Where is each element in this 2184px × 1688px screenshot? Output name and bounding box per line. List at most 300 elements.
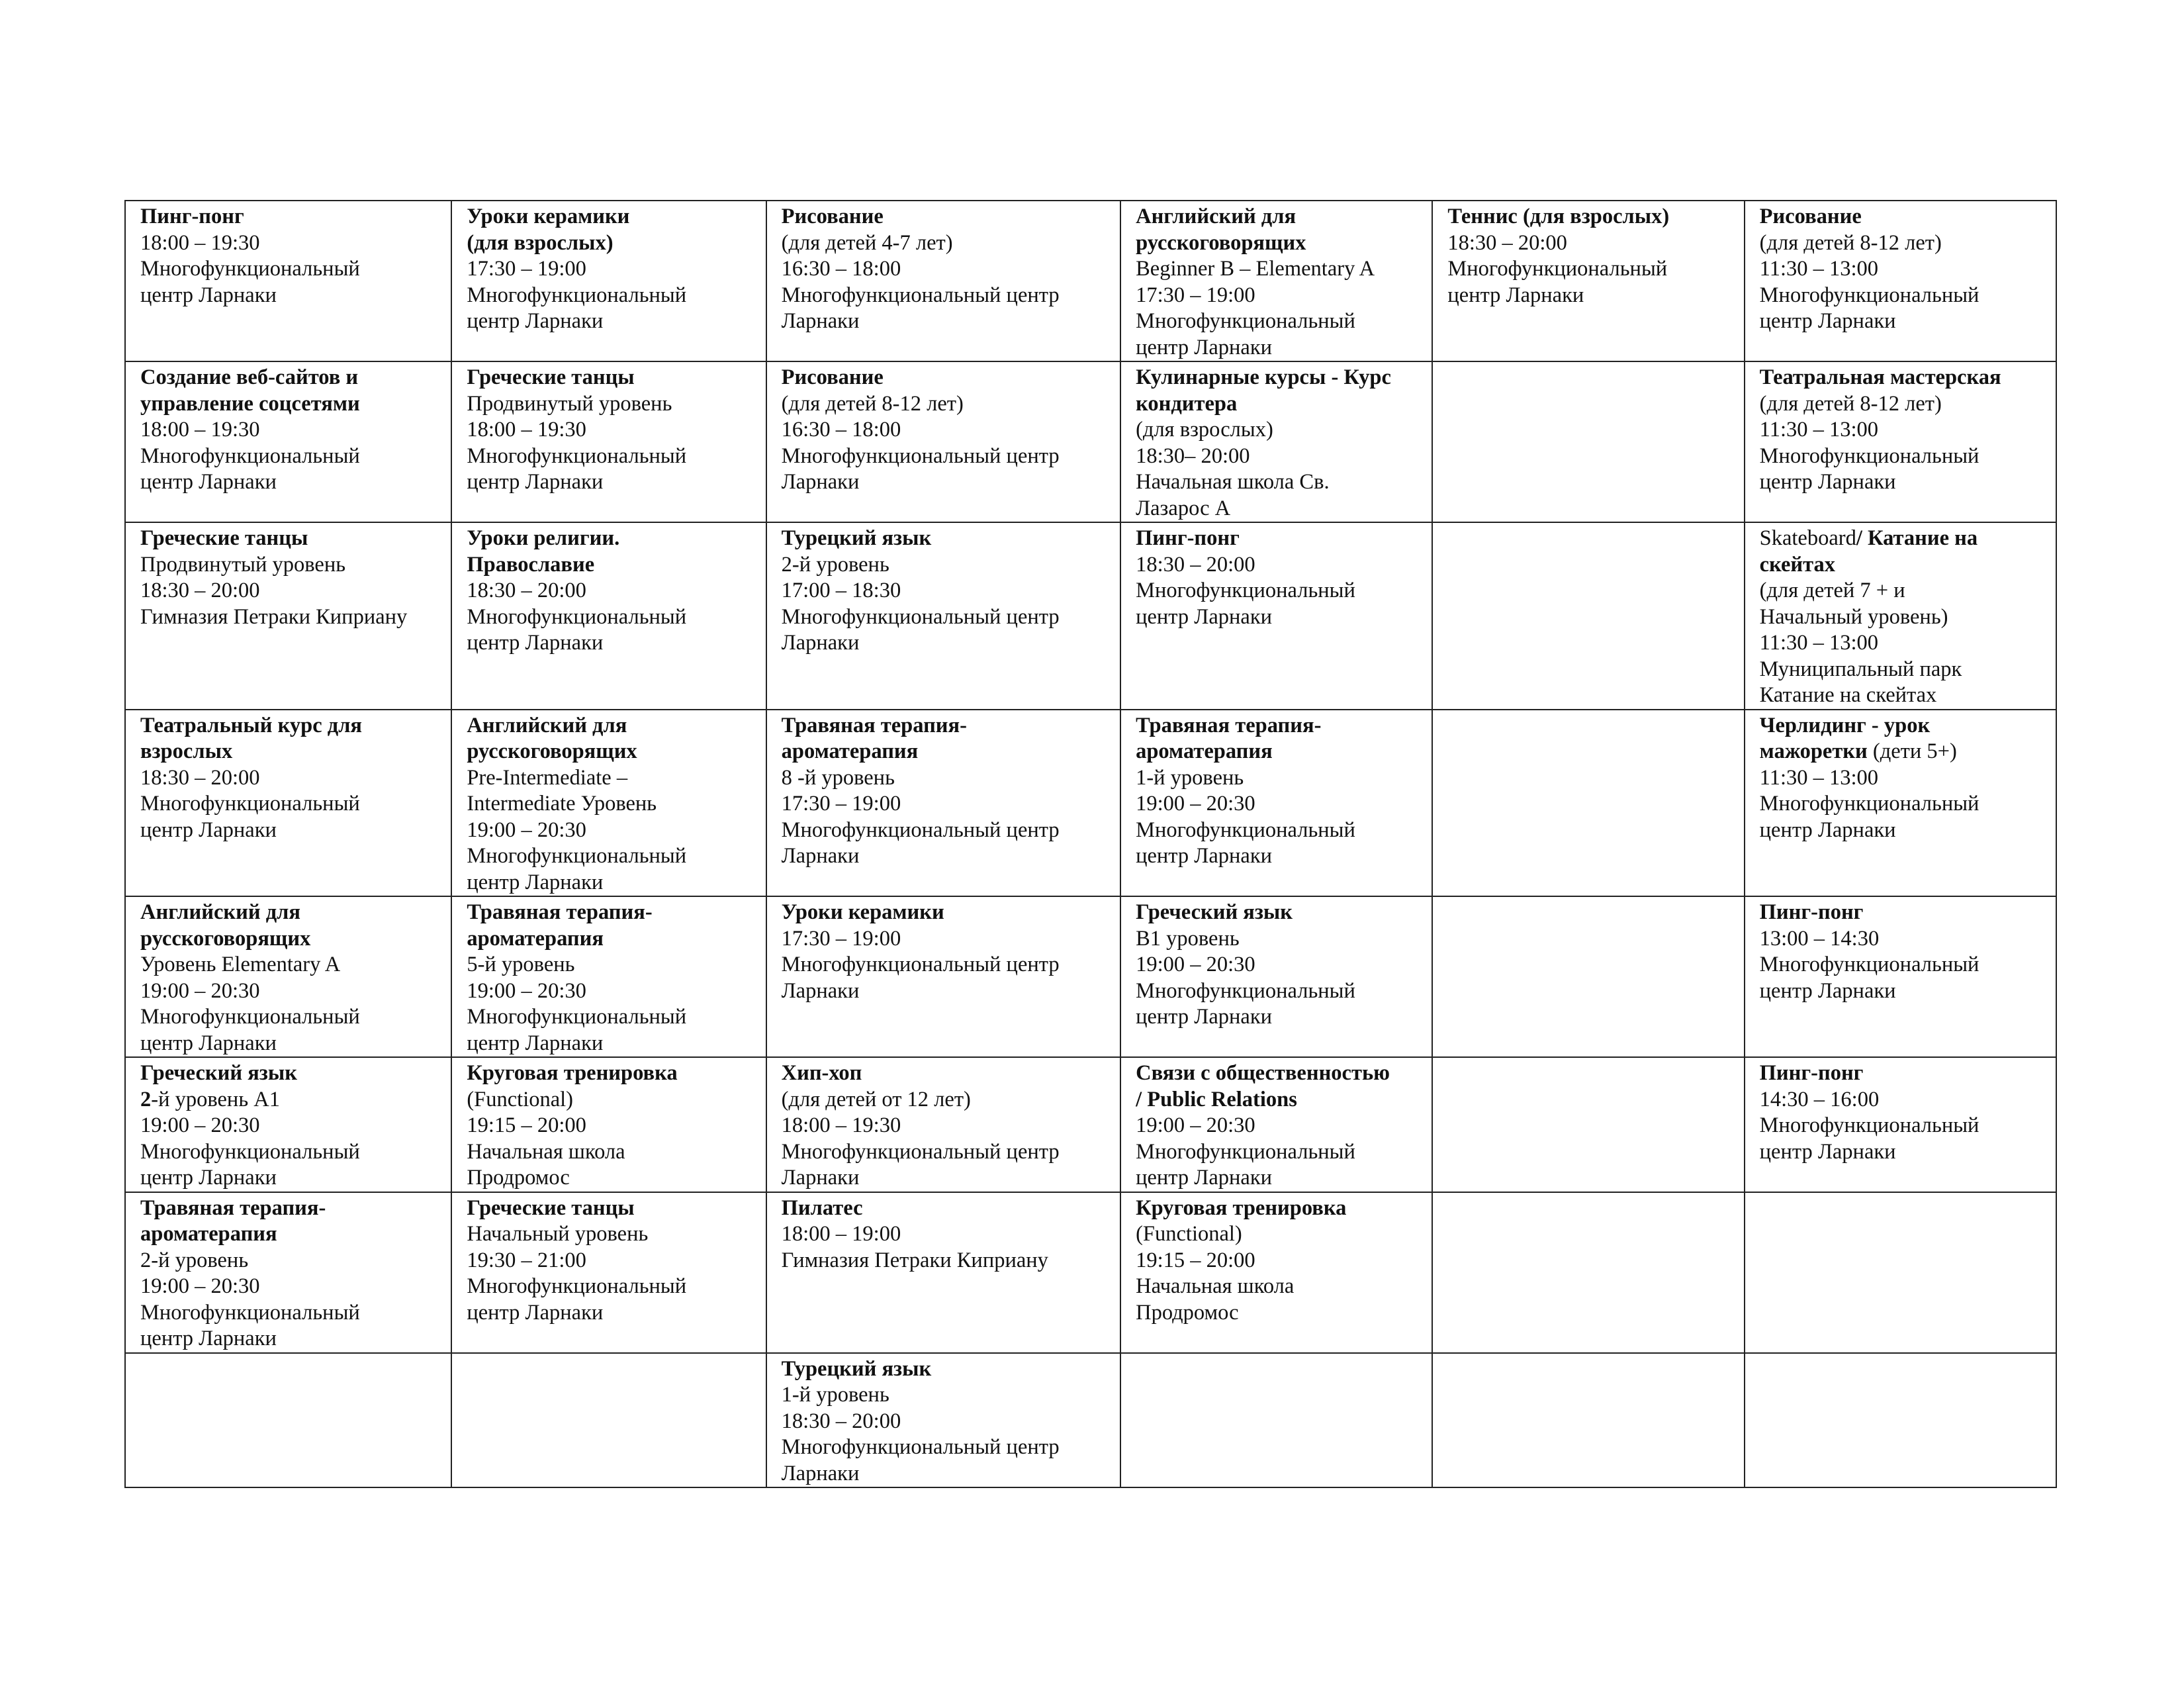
class-detail-line bbox=[140, 952, 437, 978]
bold-text: Связи с общественностью bbox=[1136, 1061, 1390, 1085]
bold-text: взрослых bbox=[140, 739, 233, 763]
class-cell bbox=[125, 201, 451, 361]
bold-text: Православие bbox=[467, 552, 595, 577]
class-title bbox=[1136, 900, 1418, 926]
empty-cell bbox=[1432, 896, 1744, 1057]
class-cell bbox=[1120, 201, 1432, 361]
class-detail-line bbox=[1136, 791, 1418, 818]
class-detail-line bbox=[140, 791, 437, 818]
bold-text: Травяная терапия- bbox=[781, 713, 967, 737]
bold-text: Пинг-понг bbox=[1759, 900, 1864, 924]
text: Многофункциональный bbox=[140, 444, 360, 468]
class-detail-line bbox=[782, 843, 1107, 870]
class-detail-line bbox=[140, 926, 437, 953]
schedule-row bbox=[125, 896, 2056, 1057]
class-title bbox=[140, 365, 437, 391]
class-detail-line bbox=[782, 230, 1107, 257]
class-title bbox=[467, 1196, 752, 1222]
empty-cell bbox=[1432, 1353, 1744, 1488]
bold-text: ароматерапия bbox=[781, 739, 919, 763]
class-detail-line bbox=[1136, 1274, 1418, 1300]
text: Начальный уровень) bbox=[1759, 604, 1948, 629]
class-detail-line bbox=[782, 391, 1107, 418]
class-detail-line bbox=[782, 578, 1107, 604]
class-detail-line bbox=[782, 791, 1107, 818]
text: (для детей 8-12 лет) bbox=[1759, 230, 1942, 255]
class-detail-line bbox=[1760, 765, 2042, 792]
bold-text: Английский для bbox=[1136, 205, 1297, 228]
text: центр Ларнаки bbox=[140, 1327, 277, 1350]
class-detail-line bbox=[1136, 230, 1418, 257]
empty-cell bbox=[125, 1353, 451, 1488]
text: Муниципальный парк bbox=[1759, 657, 1962, 681]
class-detail-line bbox=[782, 630, 1107, 657]
text: 13:00 – 14:30 bbox=[1759, 926, 1880, 951]
class-cell bbox=[125, 1192, 451, 1353]
text: Многофункциональный bbox=[467, 1274, 687, 1298]
text: 18:30 – 20:00 bbox=[1447, 230, 1567, 255]
class-title bbox=[782, 1196, 1107, 1222]
class-title bbox=[140, 1196, 437, 1222]
class-detail-line bbox=[1760, 230, 2042, 257]
text: Продвинутый уровень bbox=[467, 391, 672, 416]
text: 18:30 – 20:00 bbox=[140, 579, 260, 602]
class-detail-line bbox=[467, 1221, 752, 1248]
text: Многофункциональный bbox=[140, 1300, 360, 1325]
text: (для детей 7 + и bbox=[1759, 579, 1905, 602]
class-cell bbox=[125, 1057, 451, 1192]
text: центр Ларнаки bbox=[1136, 1166, 1272, 1190]
text: (для детей от 12 лет) bbox=[781, 1087, 971, 1111]
text: 19:30 – 21:00 bbox=[467, 1248, 586, 1272]
class-title bbox=[467, 713, 752, 739]
text: Многофункциональный bbox=[140, 1005, 360, 1029]
class-detail-line bbox=[782, 604, 1107, 631]
empty-cell bbox=[1432, 361, 1744, 522]
bold-text: / Public Relations bbox=[1136, 1087, 1297, 1111]
text: B1 уровень bbox=[1136, 926, 1240, 951]
class-detail-line bbox=[782, 283, 1107, 309]
bold-text: Хип-хоп bbox=[781, 1061, 862, 1085]
empty-cell bbox=[1745, 1192, 2056, 1353]
class-detail-line bbox=[467, 978, 752, 1005]
class-title bbox=[1760, 900, 2042, 926]
class-detail-line bbox=[1760, 952, 2042, 978]
text: Многофункциональный bbox=[467, 604, 687, 629]
class-cell bbox=[1120, 1057, 1432, 1192]
class-detail-line bbox=[782, 1461, 1107, 1487]
class-detail-line bbox=[467, 552, 752, 579]
text: центр Ларнаки bbox=[140, 818, 277, 842]
class-detail-line bbox=[467, 230, 752, 257]
class-cell bbox=[766, 896, 1120, 1057]
bold-text: Турецкий язык bbox=[781, 526, 932, 550]
text: 17:30 – 19:00 bbox=[467, 257, 586, 281]
class-detail-line bbox=[1136, 1248, 1418, 1274]
class-cell bbox=[125, 710, 451, 897]
class-detail-line bbox=[467, 1004, 752, 1031]
class-title bbox=[140, 713, 437, 739]
class-detail-line bbox=[467, 283, 752, 309]
class-detail-line bbox=[140, 417, 437, 444]
class-detail-line bbox=[1760, 791, 2042, 818]
text: 11:30 – 13:00 bbox=[1759, 418, 1879, 442]
bold-text: Театральный курс для bbox=[140, 713, 363, 737]
class-detail-line bbox=[140, 1221, 437, 1248]
class-detail-line bbox=[467, 444, 752, 470]
class-detail-line bbox=[140, 444, 437, 470]
bold-text: Круговая тренировка bbox=[1136, 1196, 1347, 1220]
class-detail-line bbox=[1760, 1087, 2042, 1113]
text: центр Ларнаки bbox=[1759, 470, 1896, 494]
class-detail-line bbox=[1136, 1004, 1418, 1031]
class-cell bbox=[1745, 896, 2056, 1057]
class-cell bbox=[1120, 522, 1432, 710]
class-cell bbox=[1745, 710, 2056, 897]
class-detail-line bbox=[1760, 604, 2042, 631]
class-detail-line bbox=[782, 1113, 1107, 1139]
empty-cell bbox=[1432, 710, 1744, 897]
bold-text: Рисование bbox=[781, 205, 884, 228]
bold-text: кондитера bbox=[1136, 391, 1238, 416]
bold-text: Пилатес bbox=[781, 1196, 863, 1220]
bold-text: русскоговорящих bbox=[467, 739, 637, 763]
empty-cell bbox=[1120, 1353, 1432, 1488]
class-title bbox=[1447, 204, 1730, 230]
text: (для детей 8-12 лет) bbox=[781, 391, 964, 416]
bold-text: мажоретки bbox=[1759, 739, 1868, 763]
empty-cell bbox=[1432, 1192, 1744, 1353]
class-detail-line bbox=[140, 1139, 437, 1166]
text: 14:30 – 16:00 bbox=[1759, 1087, 1880, 1111]
class-detail-line bbox=[1760, 818, 2042, 844]
class-detail-line bbox=[140, 230, 437, 257]
bold-text: Пинг-понг bbox=[1136, 526, 1240, 550]
schedule-table bbox=[124, 200, 2057, 1488]
text: Многофункциональный bbox=[467, 283, 687, 307]
text: 19:00 – 20:30 bbox=[140, 1274, 260, 1298]
class-detail-line bbox=[1760, 308, 2042, 335]
class-cell bbox=[1745, 522, 2056, 710]
class-cell bbox=[766, 1192, 1120, 1353]
class-title bbox=[467, 900, 752, 926]
class-cell bbox=[451, 361, 766, 522]
class-detail-line bbox=[1136, 765, 1418, 792]
class-detail-line bbox=[467, 870, 752, 896]
text: Многофункциональный центр bbox=[781, 444, 1060, 468]
text: центр Ларнаки bbox=[1136, 604, 1272, 629]
class-title bbox=[782, 713, 1107, 739]
class-detail-line bbox=[1760, 630, 2042, 657]
class-detail-line bbox=[782, 978, 1107, 1005]
class-detail-line bbox=[782, 469, 1107, 496]
text: 18:30 – 20:00 bbox=[781, 1409, 901, 1433]
class-detail-line bbox=[1136, 604, 1418, 631]
text: Гимназия Петраки Киприану bbox=[140, 604, 408, 629]
class-title bbox=[1136, 1060, 1418, 1087]
class-cell bbox=[766, 361, 1120, 522]
text: 19:00 – 20:30 bbox=[467, 978, 586, 1003]
class-detail-line bbox=[1136, 1087, 1418, 1113]
class-detail-line bbox=[782, 308, 1107, 335]
class-detail-line bbox=[467, 843, 752, 870]
class-detail-line bbox=[782, 818, 1107, 844]
text: Многофункциональный bbox=[1447, 257, 1668, 281]
bold-text: Уроки керамики bbox=[467, 205, 630, 228]
class-detail-line bbox=[782, 765, 1107, 792]
class-detail-line bbox=[782, 1248, 1107, 1274]
bold-text: Английский для bbox=[467, 713, 627, 737]
text: 1-й уровень bbox=[781, 1383, 889, 1407]
text: центр Ларнаки bbox=[140, 1031, 277, 1055]
class-detail-line bbox=[467, 1087, 752, 1113]
class-title bbox=[140, 204, 437, 230]
class-title bbox=[1136, 713, 1418, 739]
class-cell bbox=[1120, 361, 1432, 522]
class-detail-line bbox=[782, 926, 1107, 953]
text: центр Ларнаки bbox=[467, 631, 604, 655]
text: Гимназия Петраки Киприану bbox=[781, 1248, 1048, 1272]
class-detail-line bbox=[782, 952, 1107, 978]
text: 11:30 – 13:00 bbox=[1759, 257, 1879, 281]
class-detail-line bbox=[1136, 552, 1418, 579]
text: Ларнаки bbox=[781, 309, 860, 333]
class-detail-line bbox=[140, 283, 437, 309]
bold-text: Пинг-понг bbox=[140, 205, 244, 228]
bold-text: Черлидинг - урок bbox=[1759, 713, 1931, 737]
class-detail-line bbox=[1136, 926, 1418, 953]
text: 16:30 – 18:00 bbox=[781, 418, 901, 442]
class-cell bbox=[1432, 201, 1744, 361]
text: центр Ларнаки bbox=[1447, 283, 1584, 307]
class-detail-line bbox=[782, 1409, 1107, 1435]
bold-text: Теннис (для взрослых) bbox=[1447, 205, 1670, 228]
class-detail-line bbox=[782, 1165, 1107, 1192]
class-title bbox=[1760, 526, 2042, 552]
class-detail-line bbox=[782, 1221, 1107, 1248]
text: Уровень Elementary A bbox=[140, 953, 341, 976]
bold-text: Травяная терапия- bbox=[1136, 713, 1322, 737]
class-detail-line bbox=[782, 444, 1107, 470]
class-cell bbox=[766, 522, 1120, 710]
class-title bbox=[782, 526, 1107, 552]
text: 2-й уровень bbox=[781, 552, 889, 577]
bold-text: Травяная терапия- bbox=[140, 1196, 326, 1220]
text: центр Ларнаки bbox=[1136, 844, 1272, 868]
text: Ларнаки bbox=[781, 1461, 860, 1485]
text: 17:30 – 19:00 bbox=[781, 926, 901, 951]
text: центр Ларнаки bbox=[467, 870, 604, 894]
class-cell bbox=[451, 201, 766, 361]
bold-text: Пинг-понг bbox=[1759, 1061, 1864, 1085]
class-title bbox=[1136, 526, 1418, 552]
text: Лазарос А bbox=[1136, 496, 1231, 520]
text: (Functional) bbox=[467, 1087, 574, 1111]
schedule-row bbox=[125, 522, 2056, 710]
class-detail-line bbox=[1760, 978, 2042, 1005]
text: 17:30 – 19:00 bbox=[781, 792, 901, 816]
class-detail-line bbox=[467, 1031, 752, 1057]
text: Продромос bbox=[1136, 1300, 1239, 1325]
text: 18:30 – 20:00 bbox=[467, 579, 586, 602]
class-detail-line bbox=[140, 1165, 437, 1192]
class-cell bbox=[1120, 710, 1432, 897]
class-cell bbox=[1745, 361, 2056, 522]
text: центр Ларнаки bbox=[140, 283, 277, 307]
class-title bbox=[1760, 1060, 2042, 1087]
class-detail-line bbox=[782, 1087, 1107, 1113]
class-detail-line bbox=[782, 1139, 1107, 1166]
text: 17:00 – 18:30 bbox=[781, 579, 901, 602]
class-detail-line bbox=[140, 604, 437, 631]
class-detail-line bbox=[467, 952, 752, 978]
bold-text: Греческий язык bbox=[1136, 900, 1293, 924]
text: (Functional) bbox=[1136, 1222, 1242, 1246]
class-detail-line bbox=[1136, 1165, 1418, 1192]
class-detail-line bbox=[1136, 1221, 1418, 1248]
bold-text: ароматерапия bbox=[1136, 739, 1273, 763]
bold-text: русскоговорящих bbox=[1136, 230, 1306, 255]
text: 19:15 – 20:00 bbox=[1136, 1248, 1255, 1272]
class-title bbox=[1136, 204, 1418, 230]
class-detail-line bbox=[467, 1248, 752, 1274]
class-detail-line bbox=[467, 469, 752, 496]
class-detail-line bbox=[467, 308, 752, 335]
text: 18:00 – 19:30 bbox=[140, 418, 260, 442]
class-cell bbox=[766, 1057, 1120, 1192]
text: 19:00 – 20:30 bbox=[1136, 1113, 1255, 1137]
schedule-body bbox=[125, 201, 2056, 1487]
bold-text: ароматерапия bbox=[140, 1222, 277, 1246]
class-cell bbox=[451, 522, 766, 710]
class-detail-line bbox=[140, 1326, 437, 1352]
text: 19:00 – 20:30 bbox=[140, 1113, 260, 1137]
class-detail-line bbox=[1760, 1113, 2042, 1139]
class-detail-line bbox=[467, 417, 752, 444]
text: Ларнаки bbox=[781, 1166, 860, 1190]
class-detail-line bbox=[140, 1248, 437, 1274]
bold-text: Рисование bbox=[1759, 205, 1862, 228]
class-detail-line bbox=[467, 765, 752, 792]
class-detail-line bbox=[140, 1004, 437, 1031]
class-detail-line bbox=[1447, 230, 1730, 257]
class-title bbox=[467, 1060, 752, 1087]
bold-text: Греческие танцы bbox=[467, 365, 635, 389]
text: Начальная школа bbox=[467, 1139, 625, 1164]
class-title bbox=[140, 526, 437, 552]
text: Pre-Intermediate – bbox=[467, 765, 628, 790]
class-detail-line bbox=[467, 1165, 752, 1192]
bold-text: Английский для bbox=[140, 900, 300, 924]
text: Многофункциональный bbox=[1759, 953, 1979, 976]
class-detail-line bbox=[140, 256, 437, 283]
class-cell bbox=[766, 710, 1120, 897]
text: 18:00 – 19:30 bbox=[781, 1113, 901, 1137]
text: Начальная школа bbox=[1136, 1274, 1295, 1298]
class-detail-line bbox=[782, 552, 1107, 579]
class-cell bbox=[125, 361, 451, 522]
class-detail-line bbox=[1760, 552, 2042, 579]
class-detail-line bbox=[782, 1382, 1107, 1409]
class-detail-line bbox=[467, 1274, 752, 1300]
text: Продвинутый уровень bbox=[140, 552, 346, 577]
class-detail-line bbox=[1136, 444, 1418, 470]
text: (для детей 8-12 лет) bbox=[1759, 391, 1942, 416]
class-detail-line bbox=[782, 739, 1107, 765]
schedule-row bbox=[125, 361, 2056, 522]
class-detail-line bbox=[140, 978, 437, 1005]
class-title bbox=[782, 365, 1107, 391]
text: Многофункциональный bbox=[140, 792, 360, 816]
class-detail-line bbox=[140, 765, 437, 792]
text: Многофункциональный bbox=[140, 1139, 360, 1164]
class-detail-line bbox=[1136, 1139, 1418, 1166]
text: 18:30– 20:00 bbox=[1136, 444, 1250, 468]
schedule-row bbox=[125, 1057, 2056, 1192]
bold-text: Греческие танцы bbox=[467, 1196, 635, 1220]
class-title bbox=[140, 900, 437, 926]
text: центр Ларнаки bbox=[1759, 818, 1896, 842]
class-detail-line bbox=[782, 417, 1107, 444]
class-detail-line bbox=[467, 578, 752, 604]
text: центр Ларнаки bbox=[467, 470, 604, 494]
class-detail-line bbox=[1136, 308, 1418, 335]
text: Многофункциональный bbox=[1759, 444, 1979, 468]
class-detail-line bbox=[1136, 391, 1418, 418]
class-detail-line bbox=[467, 604, 752, 631]
class-cell bbox=[451, 896, 766, 1057]
text: Многофункциональный bbox=[1136, 309, 1355, 333]
bold-text: 2 bbox=[140, 1087, 152, 1111]
class-cell bbox=[451, 1192, 766, 1353]
class-detail-line bbox=[1136, 1113, 1418, 1139]
bold-text: Травяная терапия- bbox=[467, 900, 653, 924]
bold-text: управление соцсетями bbox=[140, 391, 360, 416]
class-detail-line bbox=[1136, 283, 1418, 309]
text: Многофункциональный центр bbox=[781, 1435, 1060, 1459]
class-title bbox=[1136, 365, 1418, 391]
schedule-row bbox=[125, 201, 2056, 361]
class-detail-line bbox=[782, 256, 1107, 283]
text: Многофункциональный центр bbox=[781, 818, 1060, 842]
class-detail-line bbox=[140, 1274, 437, 1300]
class-title bbox=[782, 1356, 1107, 1383]
text: центр Ларнаки bbox=[467, 1031, 604, 1055]
class-title bbox=[782, 900, 1107, 926]
class-title bbox=[1760, 713, 2042, 739]
class-title bbox=[467, 526, 752, 552]
schedule-row bbox=[125, 1192, 2056, 1353]
text: 19:00 – 20:30 bbox=[1136, 792, 1255, 816]
text: 18:00 – 19:30 bbox=[467, 418, 586, 442]
class-cell bbox=[1120, 1192, 1432, 1353]
text: Многофункциональный bbox=[467, 844, 687, 868]
class-detail-line bbox=[1136, 578, 1418, 604]
class-detail-line bbox=[140, 391, 437, 418]
empty-cell bbox=[1745, 1353, 2056, 1488]
class-title bbox=[140, 1060, 437, 1087]
text: 16:30 – 18:00 bbox=[781, 257, 901, 281]
bold-text: Рисование bbox=[781, 365, 884, 389]
text: Многофункциональный bbox=[467, 1005, 687, 1029]
class-title bbox=[782, 1060, 1107, 1087]
class-detail-line bbox=[467, 739, 752, 765]
bold-text: скейтах bbox=[1759, 552, 1836, 577]
bold-text: (для взрослых) bbox=[467, 230, 614, 255]
class-detail-line bbox=[1760, 1139, 2042, 1166]
class-detail-line bbox=[140, 1087, 437, 1113]
text: 1-й уровень bbox=[1136, 765, 1244, 790]
